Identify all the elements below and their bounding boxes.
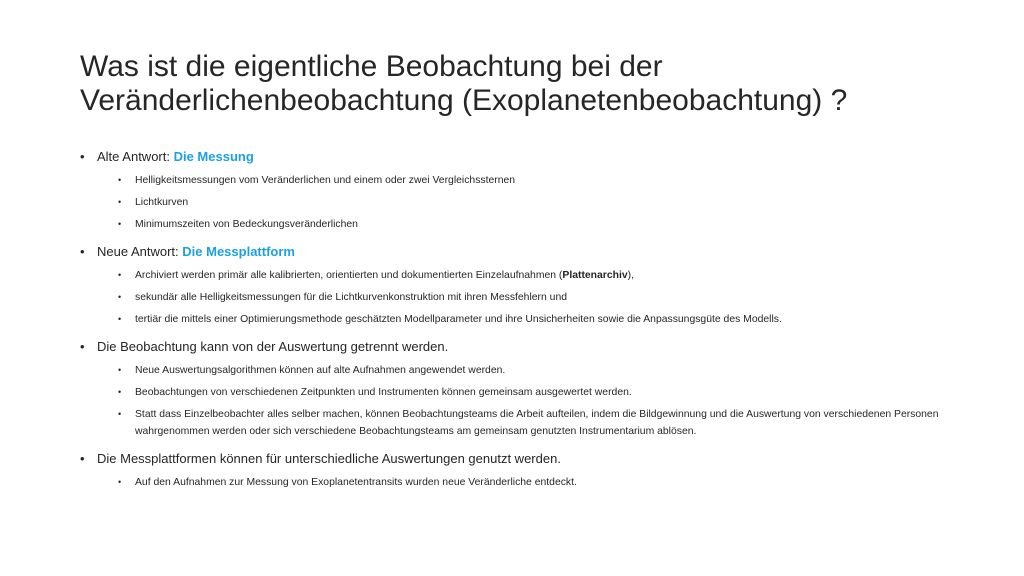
old-answer-highlight: Die Messung <box>173 149 254 164</box>
bullet-new-answer <box>80 243 980 261</box>
slide-title-line-2: Veränderlichenbeobachtung (Exoplanetenbeobachtung) ? <box>80 84 848 117</box>
sub-bullet: • Beobachtungen von verschiedenen Zeitpunkten und Instrumenten können gemeinsam ausgewertet werden. <box>80 384 980 401</box>
sub-bullet: • Statt dass Einzelbeobachter alles selber machen, können Beobachtungsteams die Arbeit aufteilen, indem die Bildgewinnung und die Auswertung von verschiedenen Personen wahrgenommen werden oder sich verschiedene Beobachtungsteams am gemeinsam genutzten Instrumentarium ablösen. <box>80 406 980 440</box>
sub-bullet: • Auf den Aufnahmen zur Messung von Exoplanetentransits wurden neue Veränderliche entdeckt. <box>80 474 980 491</box>
bullet-old-answer <box>80 148 980 166</box>
archive-text-bold: Plattenarchiv <box>562 270 628 281</box>
sub-bullet <box>80 267 980 284</box>
new-answer-prefix: Neue Antwort: <box>97 244 183 259</box>
sub-bullet: • Helligkeitsmessungen vom Veränderlichen und einem oder zwei Vergleichssternen <box>80 172 980 189</box>
sub-bullet: • tertiär die mittels einer Optimierungsmethode geschätzten Modellparameter und ihre Unsicherheiten sowie die Anpassungsgüte des Modells. <box>80 311 980 328</box>
archive-text-after: ), <box>627 270 635 281</box>
sub-bullet: • Minimumszeiten von Bedeckungsveränderlichen <box>80 216 980 233</box>
archive-text-before: Archiviert werden primär alle kalibrierten, orientierten und dokumentierten Einzelaufnahmen ( <box>135 270 563 281</box>
slide-content <box>80 148 980 496</box>
bullet-separation: • Die Beobachtung kann von der Auswertung getrennt werden. <box>80 338 980 356</box>
bullet-platforms: • Die Messplattformen können für unterschiedliche Auswertungen genutzt werden. <box>80 450 980 468</box>
old-answer-prefix: Alte Antwort: <box>97 149 174 164</box>
sub-bullet: • Neue Auswertungsalgorithmen können auf alte Aufnahmen angewendet werden. <box>80 362 980 379</box>
slide-title-line-1: Was ist die eigentliche Beobachtung bei der <box>80 50 663 83</box>
new-answer-highlight: Die Messplattform <box>182 244 295 259</box>
sub-bullet: • Lichtkurven <box>80 194 980 211</box>
slide-title <box>80 50 980 118</box>
sub-bullet: • sekundär alle Helligkeitsmessungen für die Lichtkurvenkonstruktion mit ihren Messfehlern und <box>80 289 980 306</box>
